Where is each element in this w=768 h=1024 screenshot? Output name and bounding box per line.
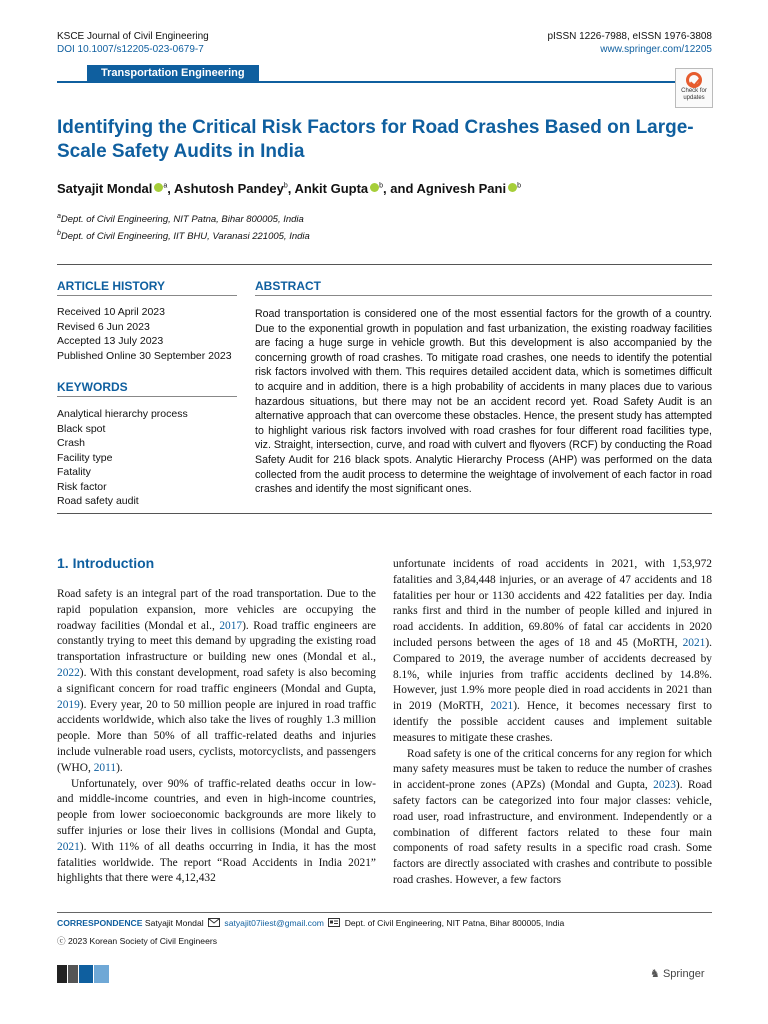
orcid-icon[interactable]: [154, 183, 163, 192]
history-item: Revised 6 Jun 2023: [57, 320, 150, 333]
history-item: Received 10 April 2023: [57, 306, 165, 318]
abstract-heading: ABSTRACT: [255, 279, 321, 293]
author-affil-sup: b: [283, 182, 288, 190]
badge-line-1: Check for: [681, 88, 707, 94]
correspondence-label: CORRESPONDENCE: [57, 918, 143, 928]
keyword: Crash: [57, 437, 86, 449]
author-name: Ashutosh Pandey: [174, 181, 284, 196]
affil-text: Dept. of Civil Engineering, IIT BHU, Varanasi 221005, India: [60, 231, 310, 243]
citation-link[interactable]: 2022: [57, 666, 80, 679]
history-item: Published Online 30 September 2023: [57, 349, 232, 362]
email-icon: [208, 918, 220, 927]
author-sep: , and: [383, 181, 417, 196]
divider: [57, 295, 237, 296]
author-list: [57, 181, 521, 196]
badge-line-2: updates: [683, 95, 705, 101]
correspondence: [57, 918, 564, 928]
address-card-icon: [328, 918, 340, 927]
copyright: ⓒ 2023 Korean Society of Civil Engineers: [57, 936, 218, 946]
affiliation: [57, 227, 310, 244]
ksce-logo: [57, 965, 109, 983]
author-affil-sup: b: [517, 182, 521, 190]
keywords-heading: KEYWORDS: [57, 380, 128, 394]
affil-sup: a: [57, 213, 61, 220]
section-bar: [57, 65, 712, 83]
springer-logo: [650, 967, 705, 980]
divider: [57, 513, 712, 514]
email-link[interactable]: satyajit07iiest@gmail.com: [224, 918, 324, 928]
citation-link[interactable]: 2021: [57, 840, 80, 853]
paragraph: Road safety is one of the critical concerns for any region for which many safety measures must be taken to reduce the number of crashes in accident-prone zones (APZs) (Mondal and Gupta, 2023). Road safety factors can be categorized into four major classes: vehicle, road user, road infrastructure, and environment. Independently or a combination of different factors related to these four main components of road safety results in a specific road crash. Some factors are directly associated with crashes and contribute to possible road crashes. However, a few factors: [393, 747, 712, 886]
history-list: [57, 305, 232, 363]
orcid-icon[interactable]: [370, 183, 379, 192]
keywords-list: [57, 407, 188, 509]
affil-sup: b: [57, 230, 61, 238]
citation-link[interactable]: 2019: [57, 698, 80, 711]
keyword: Fatality: [57, 466, 91, 478]
history-item: Accepted 13 July 2023: [57, 335, 164, 347]
doi-link[interactable]: DOI 10.1007/s12205-023-0679-7: [57, 44, 204, 55]
author-name: Satyajit Mondal: [57, 181, 153, 196]
history-heading: ARTICLE HISTORY: [57, 279, 166, 293]
running-header-right: [547, 30, 712, 56]
author-sep: ,: [287, 181, 295, 196]
affiliation: [57, 210, 310, 227]
keyword: Black spot: [57, 422, 106, 435]
section-heading: 1. Introduction: [57, 555, 155, 571]
citation-link[interactable]: 2023: [653, 779, 676, 792]
check-for-updates-badge[interactable]: [675, 68, 713, 108]
correspondence-address: Dept. of Civil Engineering, NIT Patna, Bihar 800005, India: [344, 918, 565, 928]
affil-text: Dept. of Civil Engineering, NIT Patna, Bihar 800005, India: [60, 214, 304, 226]
article-title: Identifying the Critical Risk Factors for Road Crashes Based on Large-Scale Safety Audits in India: [57, 117, 694, 162]
author-sep: ,: [167, 181, 175, 196]
springer-horse-icon: ♞: [650, 968, 660, 980]
divider: [57, 396, 237, 397]
journal-name: KSCE Journal of Civil Engineering: [57, 31, 209, 42]
citation-link[interactable]: 2021: [682, 636, 706, 649]
orcid-icon[interactable]: [508, 183, 517, 192]
keyword: Risk factor: [57, 480, 107, 493]
keyword: Analytical hierarchy process: [57, 408, 188, 420]
author-name: Ankit Gupta: [294, 181, 369, 196]
journal-url-link[interactable]: www.springer.com/12205: [600, 44, 712, 55]
body-column-left: [57, 587, 376, 887]
section-label: Transportation Engineering: [87, 65, 259, 81]
paragraph: unfortunate incidents of road accidents in 2021, with 1,53,972 fatalities and 3,84,448 injuries, or an average of 47 accidents and 18 fatalities per hour or 1130 accidents and 422 fatalities per day. India ranks first and third in the number of people killed and injured in road accidents. In addition, 69.80% of fatal car accidents in 2020 included persons between the ages of 18 and 45 (MoRTH, 2021). Compared to 2019, the average number of accidents decreased by 8.1%, while injuries from traffic accidents declined by 14.8%. However, just 1.9% more people died in road accidents in 2021 than in 2019 (MoRTH, 2021). Hence, it becomes necessary first to identify the possible accident causes and implement suitable measures to mitigate these crashes.: [393, 558, 713, 744]
correspondence-name: Satyajit Mondal: [144, 918, 204, 928]
running-header-left: [57, 30, 209, 56]
citation-link[interactable]: 2017: [219, 619, 243, 632]
issn: pISSN 1226-7988, eISSN 1976-3808: [547, 31, 712, 42]
author-affil-sup: b: [379, 182, 384, 190]
check-updates-icon: [686, 72, 702, 88]
paragraph: Unfortunately, over 90% of traffic-related deaths occur in low- and middle-income countries, and even in high-income countries, people from lower socioeconomic backgrounds are more likely to suffer injuries or lose their lives in collisions (Mondal and Gupta, 2021). With 11% of all deaths occurring in India, it has the most fatalities worldwide. The report “Road Accidents in India 2021” highlights that there were 4,12,432: [57, 777, 376, 885]
abstract-text: Road transportation is considered one of the most essential factors for the growth of a country. Due to the exponential growth in population and fast urbanization, the existing roadway facilities are facing a huge surge in vehicle growth. But this development is also accompanied by the concerning growth of road crashes. To mitigate road crashes, one needs to identify the potential risk factors involved with them. This requires detailed accident data, which is sometimes difficult to acquire and in addition, there is a high probability of accidents in many places due to various hazardous situations, but there may not be an accident record yet. Road Safety Audit is an alternative approach that can overcome these obstacles. Hence, the present study has attempted to highlight various risk factors involved with road crashes for four different road facilities type, viz. Straight, intersection, curve, and road with culvert and flyovers (RCF) by conducting the Road Safety Audit for 216 black spots. Analytic Hierarchy Process (AHP) was performed on the data collected from the audit process to determine the weightage of involvement of each factor in road crashes and identify the most significant ones.: [255, 308, 712, 496]
citation-link[interactable]: 2011: [93, 761, 117, 774]
body-column-right: [393, 557, 712, 889]
paragraph: Road safety is an integral part of the road transportation. Due to the rapid population expansion, more vehicles are occupying the roadway facilities (Mondal et al., 2017). Road traffic engineers are constantly trying to meet this demand by upgrading the existing road transportation infrastructure or building new ones (Mondal et al., 2022). With this constant development, road safety is also becoming a significant concern for road traffic engineers (Mondal and Gupta, 2019). Every year, 20 to 50 million people are injured in road traffic accidents worldwide, which also take the lives of roughly 1.3 million people. More than 50% of all traffic-related deaths and injuries include vulnerable road users, cyclists, motorcyclists, and passengers (WHO, 2011).: [57, 588, 376, 774]
publisher-name: Springer: [662, 968, 705, 980]
divider: [57, 264, 712, 265]
keyword: Facility type: [57, 451, 113, 464]
divider: [255, 295, 712, 296]
author-affil-sup: a: [163, 182, 168, 190]
affiliations: [57, 210, 310, 244]
keyword: Road safety audit: [57, 495, 139, 507]
footer-divider: [57, 912, 712, 913]
citation-link[interactable]: 2021: [490, 700, 514, 713]
author-name: Agnivesh Pani: [416, 181, 507, 196]
